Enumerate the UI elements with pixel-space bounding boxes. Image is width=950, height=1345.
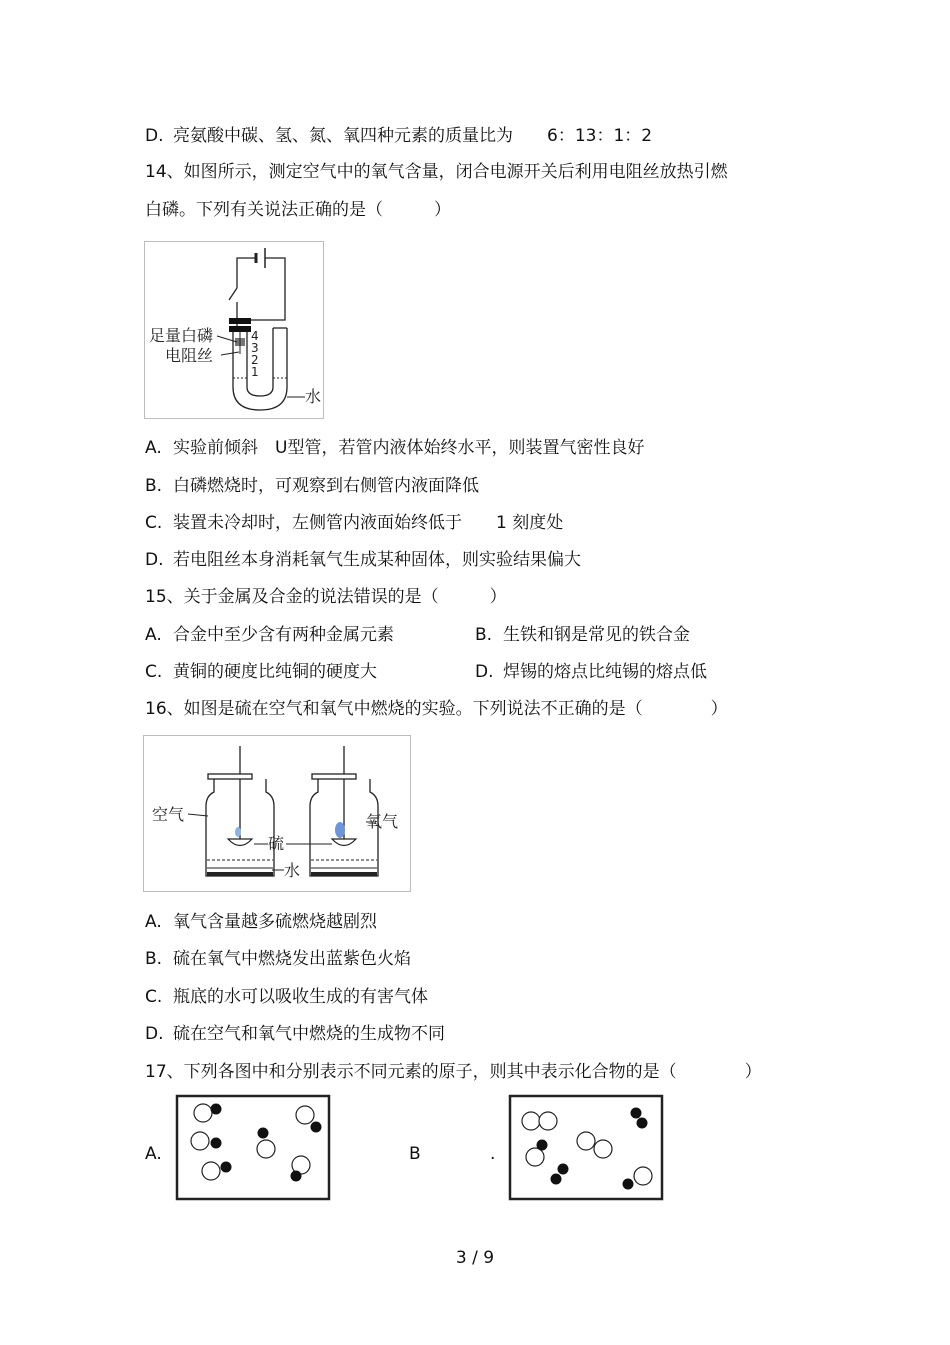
sulfur-combustion-diagram	[144, 736, 410, 891]
q17-option-b-dot: .	[490, 1144, 496, 1164]
q13-option-d	[145, 125, 652, 147]
option-text: 黄铜的硬度比纯铜的硬度大	[173, 662, 377, 682]
q14-option-a	[145, 437, 644, 459]
q16-stem: 16、如图是硫在空气和氧气中燃烧的实验。下列说法不正确的是（ ）	[145, 699, 728, 719]
option-letter: A.	[145, 912, 162, 932]
scale-mark-2: 2	[251, 353, 259, 367]
option-letter: D.	[145, 126, 164, 146]
option-letter: B.	[145, 476, 163, 496]
sulfur-combustion-figure	[143, 735, 411, 892]
molecule-diagram-a	[173, 1093, 333, 1203]
q16-option-b	[145, 948, 411, 970]
label-sulfur: 硫	[268, 834, 285, 853]
option-letter: D.	[145, 550, 164, 570]
label-water: 水	[284, 861, 301, 880]
q14-stem-line1: 14、如图所示，测定空气中的氧气含量，闭合电源开关后利用电阻丝放热引燃	[145, 162, 728, 182]
label-resistance-wire: 电阻丝	[165, 346, 214, 365]
label-phosphorus: 足量白磷	[149, 326, 214, 345]
option-letter: A.	[145, 438, 162, 458]
q17-option-a-figure	[173, 1093, 333, 1203]
option-text: 装置未冷却时，左侧管内液面始终低于 1 刻度处	[173, 513, 564, 533]
q15-option-a	[145, 624, 394, 646]
q17-option-a-letter: A.	[145, 1144, 162, 1164]
label-oxygen: 氧气	[366, 812, 399, 831]
option-text: 实验前倾斜 U型管，若管内液体始终水平，则装置气密性良好	[173, 438, 645, 458]
option-text: 瓶底的水可以吸收生成的有害气体	[173, 987, 428, 1007]
option-text: 白磷燃烧时，可观察到右侧管内液面降低	[173, 476, 479, 496]
u-tube-apparatus-diagram	[145, 242, 323, 418]
option-text: 合金中至少含有两种金属元素	[173, 625, 394, 645]
page-number: 3 / 9	[455, 1248, 495, 1268]
option-text: 硫在氧气中燃烧发出蓝紫色火焰	[173, 949, 411, 969]
option-text: 氧气含量越多硫燃烧越剧烈	[173, 912, 377, 932]
option-text: 生铁和钢是常见的铁合金	[503, 625, 690, 645]
scale-mark-1: 1	[251, 365, 259, 379]
q15-stem: 15、关于金属及合金的说法错误的是（ ）	[145, 587, 507, 607]
scale-mark-4: 4	[251, 329, 259, 343]
q14-option-b	[145, 475, 479, 497]
q14-option-c	[145, 512, 563, 534]
option-letter: D.	[145, 1024, 164, 1044]
q14-stem-line2: 白磷。下列有关说法正确的是（ ）	[145, 200, 451, 220]
q16-option-c	[145, 986, 428, 1008]
molecule-diagram-b	[506, 1093, 666, 1205]
mass-ratio: 6：13：1：2	[547, 126, 653, 146]
option-letter: C.	[145, 662, 163, 682]
option-letter: B.	[475, 625, 493, 645]
scale-mark-3: 3	[251, 341, 259, 355]
q15-option-d	[475, 661, 707, 683]
option-text: 若电阻丝本身消耗氧气生成某种固体，则实验结果偏大	[173, 550, 581, 570]
q14-option-d	[145, 549, 581, 571]
q15-option-c	[145, 661, 377, 683]
option-letter: A.	[145, 625, 162, 645]
label-air: 空气	[152, 805, 185, 824]
q17-option-b-letter: B	[409, 1144, 421, 1164]
q17-stem: 17、下列各图中和分别表示不同元素的原子，则其中表示化合物的是（ ）	[145, 1062, 762, 1082]
option-text: 硫在空气和氧气中燃烧的生成物不同	[173, 1024, 445, 1044]
option-letter: B.	[145, 949, 163, 969]
label-water: 水	[305, 387, 322, 406]
option-letter: C.	[145, 513, 163, 533]
option-letter: C.	[145, 987, 163, 1007]
q16-option-a	[145, 911, 377, 933]
q15-option-b	[475, 624, 690, 646]
option-text: 焊锡的熔点比纯锡的熔点低	[503, 662, 707, 682]
u-tube-apparatus-figure	[144, 241, 324, 419]
q17-option-b-figure	[506, 1093, 666, 1205]
option-text: 亮氨酸中碳、氢、氮、氧四种元素的质量比为	[173, 126, 513, 146]
q16-option-d	[145, 1023, 445, 1045]
option-letter: D.	[475, 662, 494, 682]
